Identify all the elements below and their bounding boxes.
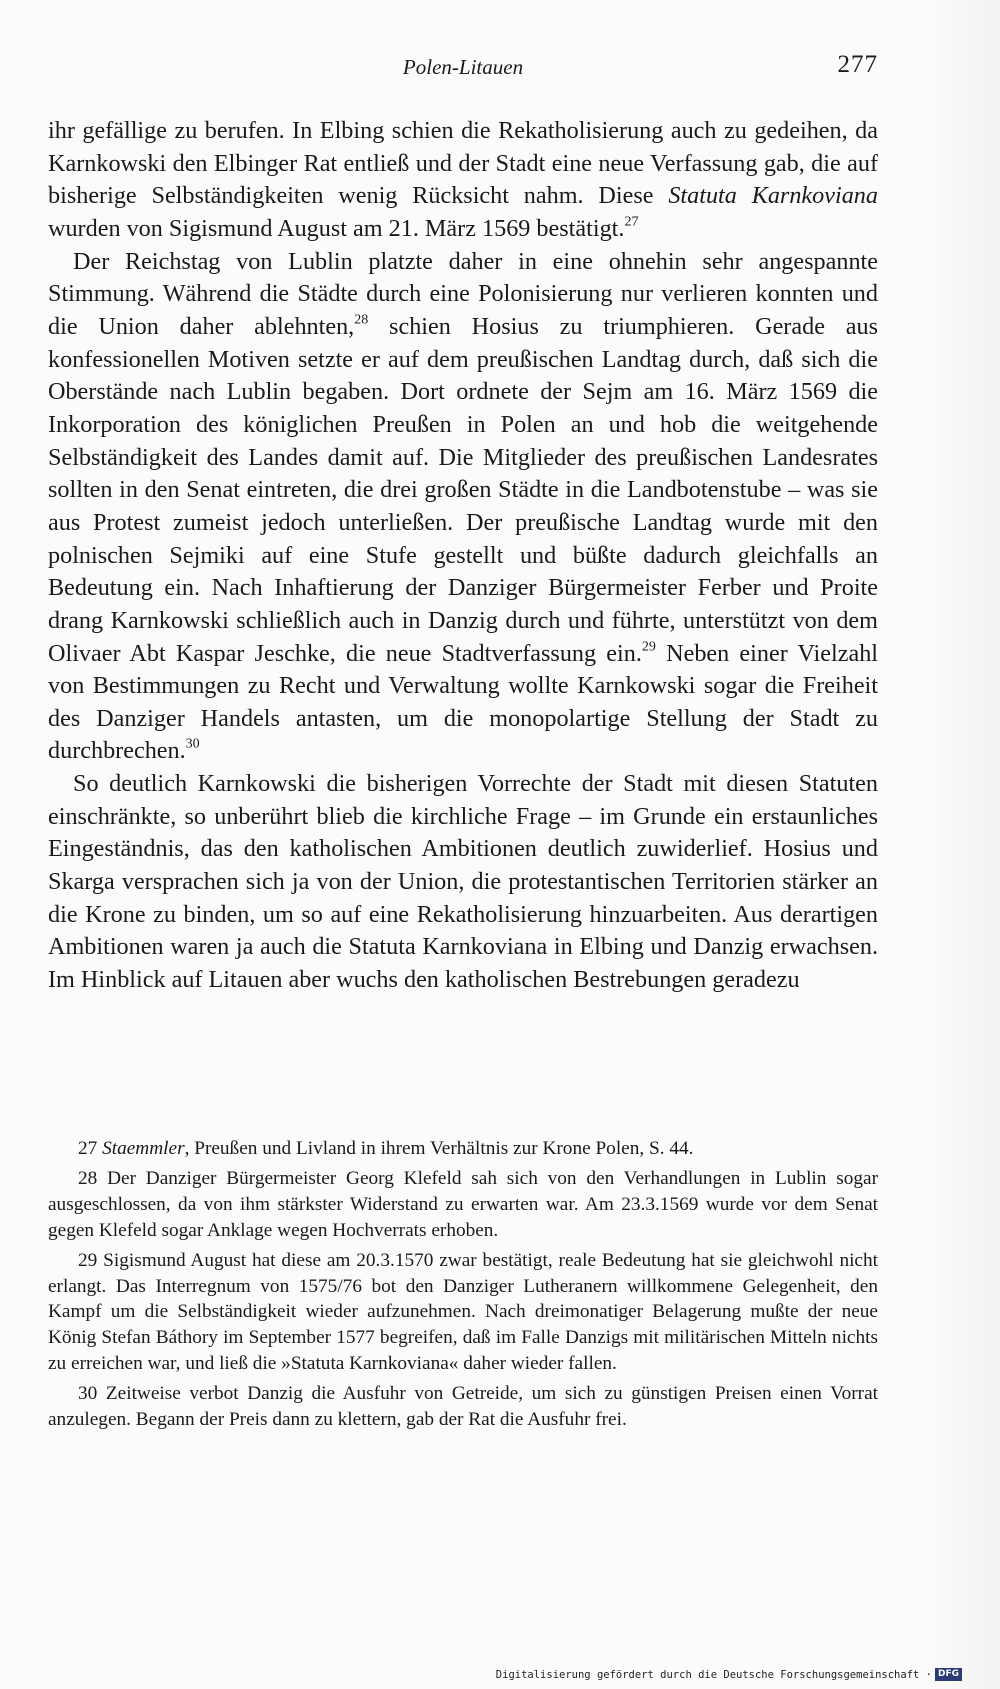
footnote-text: Der Danziger Bürgermeister Georg Klefeld sah sich von den Verhandlungen in Lublin sogar ausgeschlossen, da von ihm stärkster Widerstand zu erwarten war. Am 23.3.1569 wurde vor dem Senat gegen Klefeld sogar Anklage wegen Hochverrats erhoben. xyxy=(48,1167,878,1241)
page-number: 277 xyxy=(837,51,878,78)
credit-text: Digitalisierung gefördert durch die Deutsche Forschungsgemeinschaft · xyxy=(495,1668,932,1681)
paragraph-1-text-end: wurden von Sigismund August am 21. März 1569 bestätigt. xyxy=(48,214,625,242)
footnote-number: 27 xyxy=(78,1138,98,1159)
footnotes xyxy=(48,1136,878,1437)
footnote-ref-29[interactable]: 29 xyxy=(641,637,656,654)
running-header xyxy=(48,50,878,86)
paragraph-2-text-mid: schien Hosius zu triumphieren. Gerade aus konfessionellen Motiven setzte er auf dem preußischen Landtag durch, daß sich die Oberstände nach Lublin begaben. Dort ordnete der Sejm am 16. März 1569 die Inkorporation des königlichen Preußen in Polen an und hob die weitgehende Selbständigkeit des Landes damit auf. Die Mitglieder des preußischen Landesrates sollten in den Senat eintreten, die drei großen Städte in die Landbotenstube – was sie aus Protest zumeist jedoch unterließen. Der preußische Landtag wurde mit den polnischen Sejmiki auf eine Stufe gestellt und büßte dadurch gleichfalls an Bedeutung ein. Nach Inhaftierung der Danziger Bürgermeister Ferber und Proite drang Karnkowski schließlich auch in Danzig durch und führte, unterstützt von dem Olivaer Abt Kaspar Jeschke, die neue Stadtverfassung ein. xyxy=(48,312,878,667)
footnote-author: Staemmler xyxy=(102,1138,185,1159)
footnote-ref-28[interactable]: 28 xyxy=(354,311,369,328)
footnote-number: 28 xyxy=(78,1167,98,1189)
paragraph-3: So deutlich Karnkowski die bisherigen Vorrechte der Stadt mit diesen Statuten einschränkte, so unberührt blieb die kirchliche Frage – im Grunde ein erstaunliches Eingeständnis, das den katholischen Ambitionen deutlich zuwiderlief. Hosius und Skarga versprachen sich ja von der Union, die protestantischen Territorien stärker an die Krone zu binden, um so auf eine Rekatholisierung hinzuarbeiten. Aus derartigen Ambitionen waren ja auch die Statuta Karnkoviana in Elbing und Danzig erwachsen. Im Hinblick auf Litauen aber wuchs den katholischen Bestrebungen geradezu xyxy=(48,770,878,994)
footnote-number: 30 xyxy=(78,1383,98,1405)
footnote-text: Sigismund August hat diese am 20.3.1570 zwar bestätigt, reale Bedeutung hat sie gleichwohl nicht erlangt. Das Interregnum von 1575/76 bot den Danziger Lutheranern willkommene Gelegenheit, den Kampf um die Selbständigkeit wieder aufzunehmen. Nach dreimonatiger Belagerung mußte der neue König Stefan Báthory im September 1577 begreifen, daß im Falle Danzigs mit militärischen Mitteln nichts zu erreichen war, und ließ die »Statuta Karnkoviana« daher wieder fallen. xyxy=(48,1249,878,1375)
paragraph-2-text-end: Neben einer Vielzahl von Bestimmungen zu Recht und Verwaltung wollte Karnkowski sogar die Freiheit des Danziger Handels antasten, um die monopolartige Stellung der Stadt zu durchbrechen. xyxy=(48,639,879,765)
dfg-logo-icon: DFG xyxy=(935,1668,962,1681)
footnote-29 xyxy=(48,1248,878,1378)
paragraph-1 xyxy=(48,115,878,246)
footnote-27 xyxy=(48,1136,878,1162)
paragraph-2-text: Der Reichstag von Lublin platzte daher in eine ohnehin sehr angespannte Stimmung. Während die Städte durch eine Polonisierung nur verlieren konnten und die Union daher ablehnten, xyxy=(48,247,878,340)
footnote-text: Zeitweise verbot Danzig die Ausfuhr von Getreide, um sich zu günstigen Preisen einen Vorrat anzulegen. Begann der Preis dann zu klettern, gab der Rat die Ausfuhr frei. xyxy=(48,1383,878,1431)
footnote-number: 29 xyxy=(78,1249,98,1271)
footnote-28 xyxy=(48,1166,878,1244)
main-text xyxy=(48,115,878,997)
footnote-ref-27[interactable]: 27 xyxy=(624,213,639,230)
running-title: Polen-Litauen xyxy=(402,55,524,79)
footnote-ref-30[interactable]: 30 xyxy=(185,735,200,752)
footnote-30 xyxy=(48,1381,878,1433)
page-edge-shading xyxy=(930,0,1000,1689)
paragraph-1-italic: Statuta Karnkoviana xyxy=(668,182,878,210)
paragraph-2 xyxy=(48,246,878,769)
footnote-text: , Preußen und Livland in ihrem Verhältnis zur Krone Polen, S. 44. xyxy=(184,1138,694,1159)
paragraph-1-text: ihr gefällige zu berufen. In Elbing schien die Rekatholisierung auch zu gedeihen, da Karnkowski den Elbinger Rat entließ und der Stadt eine neue Verfassung gab, die auf bisherige Selbständigkeiten wenig Rücksicht nahm. Diese xyxy=(48,117,878,210)
digitization-credit xyxy=(496,1668,962,1681)
